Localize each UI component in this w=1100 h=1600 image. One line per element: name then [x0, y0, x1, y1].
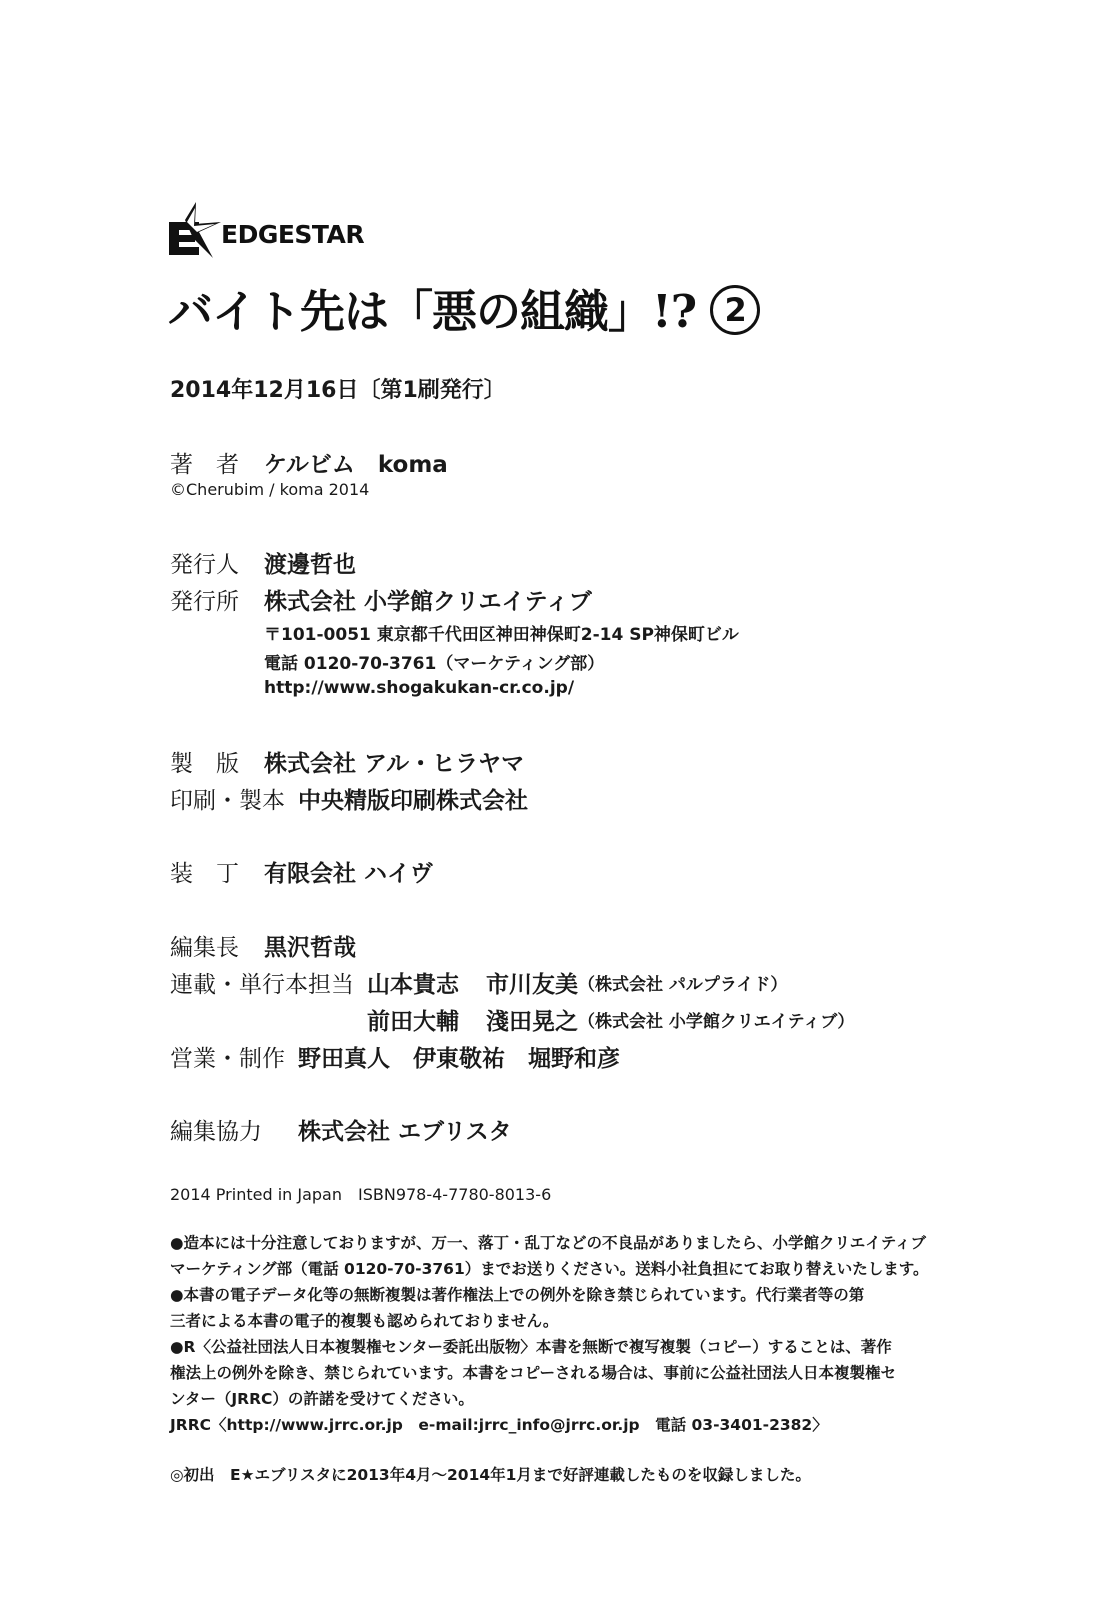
series-editor-4: 淺田晃之	[486, 1009, 578, 1035]
book-title	[168, 275, 760, 340]
sales-label: 営業・制作	[170, 1046, 285, 1072]
notice-line: JRRC〈http://www.jrrc.or.jp e-mail:jrrc_info@jrrc.or.jp 電話 03-3401-2382〉	[170, 1416, 828, 1434]
editorial-coop-label: 編集協力	[170, 1119, 262, 1145]
series-editor-2: 市川友美	[486, 972, 578, 998]
notice-line: マーケティング部（電話 0120-70-3761）までお送りください。送料小社負担にてお取り替えいたします。	[170, 1260, 929, 1278]
volume-number: 2	[710, 285, 760, 335]
binding-value: 有限会社 ハイヴ	[264, 861, 434, 887]
first-edition-date: 2014年12月16日〔第1刷発行〕	[170, 378, 506, 403]
title-text: バイト先は「悪の組織」!?	[168, 285, 697, 338]
editor-in-chief-value: 黒沢哲哉	[264, 935, 356, 961]
first-publication-note: ◎初出 E★エブリスタに2013年4月〜2014年1月まで好評連載したものを収録しました。	[170, 1466, 811, 1484]
publisher-label: 発行所	[170, 589, 239, 615]
series-editor-3: 前田大輔	[367, 1009, 459, 1035]
notice-line: ンター（JRRC）の許諾を受けてください。	[170, 1390, 474, 1408]
plate-value: 株式会社 アル・ヒラヤマ	[264, 751, 525, 777]
publisher-phone: 電話 0120-70-3761（マーケティング部）	[264, 654, 605, 674]
printing-label: 印刷・製本	[170, 788, 285, 814]
edgestar-star-e-icon	[165, 202, 223, 260]
author-value: ケルビム koma	[264, 452, 448, 478]
series-editor-1: 山本貴志	[367, 972, 459, 998]
publisher-value: 株式会社 小学館クリエイティブ	[264, 589, 592, 615]
copyright-line: ©Cherubim / koma 2014	[170, 480, 370, 499]
notice-line: ●本書の電子データ化等の無断複製は著作権法上での例外を除き禁じられています。代行業者等の第	[170, 1286, 865, 1304]
editorial-coop-value: 株式会社 エブリスタ	[298, 1119, 512, 1145]
series-editor-4-company: （株式会社 小学館クリエイティブ）	[578, 1012, 855, 1032]
notice-line: ●造本には十分注意しておりますが、万一、落丁・乱丁などの不良品がありましたら、小学館クリエイティブ	[170, 1234, 926, 1252]
publisher-person-label: 発行人	[170, 552, 239, 578]
notice-line: 三者による本書の電子的複製も認められておりません。	[170, 1312, 559, 1330]
author-label: 著 者	[170, 452, 239, 478]
publisher-person-value: 渡邊哲也	[264, 552, 356, 578]
edgestar-logo	[165, 202, 364, 260]
series-editor-2-company: （株式会社 パルプライド）	[578, 975, 788, 995]
legal-notices	[170, 1230, 929, 1438]
notice-line: ●R〈公益社団法人日本複製権センター委託出版物〉本書を無断で複写複製（コピー）することは、著作	[170, 1338, 892, 1356]
notice-line: 権法上の例外を除き、禁じられています。本書をコピーされる場合は、事前に公益社団法人日本複製権セ	[170, 1364, 897, 1382]
publisher-address: 〒101-0051 東京都千代田区神田神保町2-14 SP神保町ビル	[264, 625, 739, 645]
publisher-url: http://www.shogakukan-cr.co.jp/	[264, 678, 575, 698]
series-editors-label: 連載・単行本担当	[170, 972, 354, 998]
plate-label: 製 版	[170, 751, 239, 777]
printing-value: 中央精版印刷株式会社	[298, 788, 528, 814]
sales-names: 野田真人 伊東敬祐 堀野和彦	[298, 1046, 620, 1072]
editor-in-chief-label: 編集長	[170, 935, 239, 961]
logo-text: EDGESTAR	[221, 219, 365, 249]
printed-in-japan-isbn: 2014 Printed in Japan ISBN978-4-7780-8013-6	[170, 1185, 552, 1204]
binding-label: 装 丁	[170, 861, 239, 887]
